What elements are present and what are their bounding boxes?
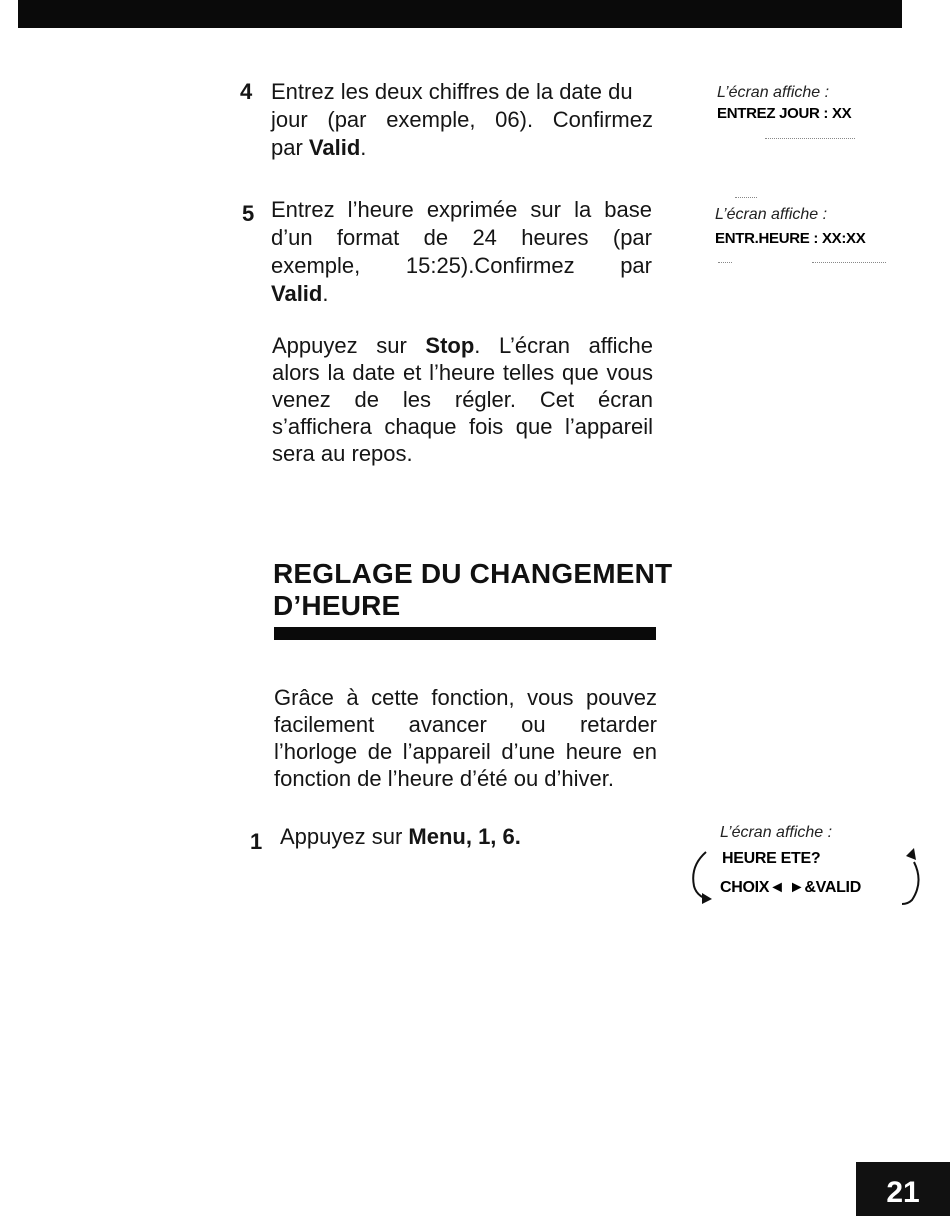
step-number: 5 [242,201,255,226]
step-number: 4 [240,79,253,104]
step-text-line: Entrez les deux chiffres de la date du [271,79,633,104]
valid-keyword: Valid [308,135,361,160]
menu-keys: Menu, 1, 6. [408,824,521,849]
section-heading-line: D’HEURE [273,590,401,621]
dotted-line [812,262,886,264]
section-heading [273,558,733,622]
screen-label: L’écran affiche : [717,84,830,101]
screen-display-heure-ete [686,822,926,912]
step-text-line: jour (par exemple, 06). Confirmez [271,107,653,132]
valid-keyword: Valid [271,281,323,306]
step-1: 1 Appuyez sur Menu, 1, 6. [250,824,521,854]
step-4 [240,78,660,162]
page-number-box [856,1162,950,1216]
dotted-line [718,262,732,264]
section-heading-line: REGLAGE DU CHANGEMENT [273,558,673,589]
step-text-line: exemple, 15:25).Confirmez par [271,253,652,278]
step-text-line: Valid. [271,281,329,306]
screen-label: L’écran affiche : [715,206,828,223]
screen-display-jour [717,84,851,122]
screen-label: L’écran affiche : [720,824,833,841]
screen-display-line: HEURE ETE? [722,850,821,867]
step-text-line: d’un format de 24 heures (par [271,225,652,250]
page-number: 21 [886,1176,920,1209]
dotted-line [765,138,855,140]
dotted-line [735,197,757,199]
step-5 [240,196,660,308]
stop-paragraph: Appuyez sur Stop. L’écran affiche alors la date et l’heure telles que vous venez de les régler. Cet écran s’affichera chaque fois que l’appareil sera au repos. [272,333,653,466]
heading-underline-rule [274,627,656,640]
stop-keyword: Stop [425,333,475,358]
screen-display-text: ENTREZ JOUR : XX [717,105,852,122]
step-text-line: Entrez l’heure exprimée sur la base [271,197,652,222]
section-intro-paragraph: Grâce à cette fonction, vous pouvez facilement avancer ou retarder l’horloge de l’appareil d’une heure en fonction de l’heure d’été ou d’hiver. [274,685,657,791]
top-bar [18,0,902,28]
screen-display-heure [715,206,865,247]
step-number: 1 [250,829,263,854]
step-text-line: par Valid. [271,135,367,160]
screen-display-line: CHOIX◄ ►&VALID [720,879,861,896]
screen-display-text: ENTR.HEURE : XX:XX [715,230,866,247]
